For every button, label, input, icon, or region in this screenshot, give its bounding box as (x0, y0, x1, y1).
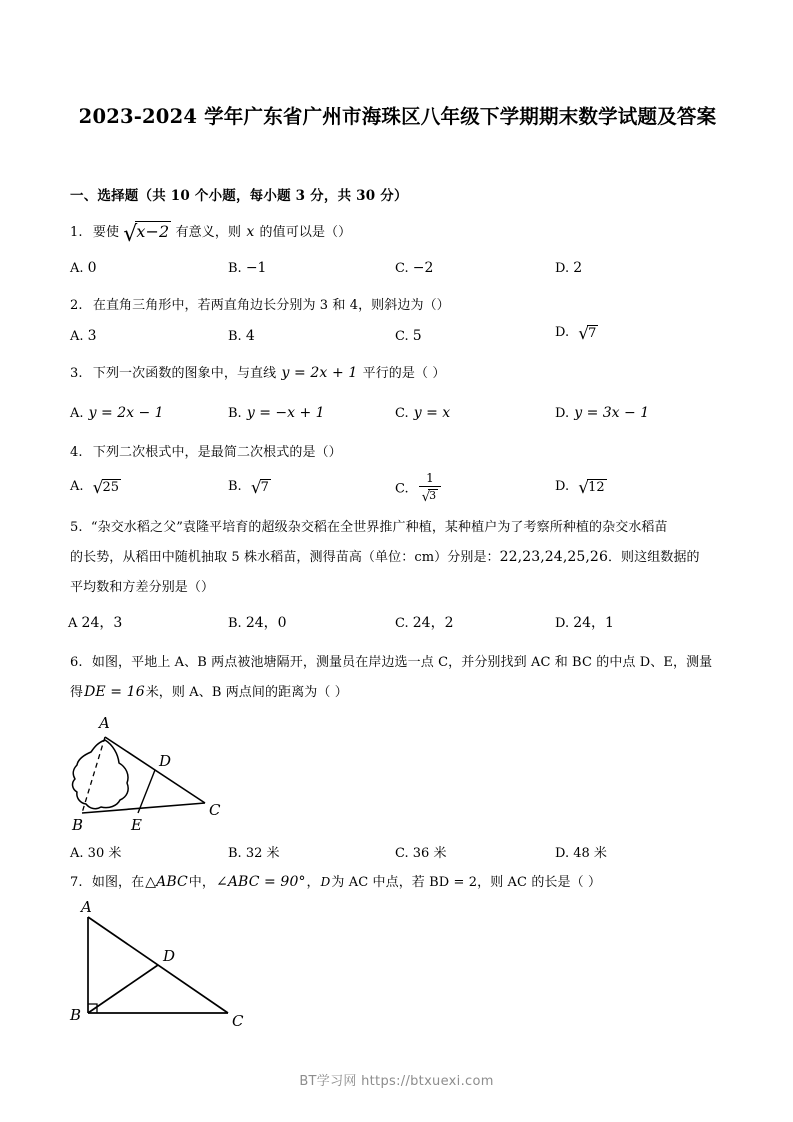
option-text: 24，2 (412, 615, 454, 631)
segment-BD (88, 965, 158, 1013)
question-1-text-after: 的值可以是（） (259, 225, 352, 240)
question-4-number: 4. (70, 445, 83, 460)
question-1-text-mid: 有意义，则 (175, 225, 242, 240)
label-C: C (209, 801, 221, 819)
option-label: B. (228, 479, 242, 494)
question-4-option-c[interactable] (395, 473, 441, 505)
label-A: A (81, 900, 92, 916)
question-6-stem-line2 (70, 683, 730, 702)
option-text: 24，1 (573, 615, 614, 631)
option-text: y = −x + 1 (246, 405, 325, 421)
option-label: C. (395, 261, 409, 276)
fraction-denominator (419, 487, 441, 505)
option-label: A (68, 616, 78, 631)
option-text: 48 米 (573, 846, 607, 861)
label-B: B (72, 816, 84, 832)
label-D: D (159, 752, 172, 770)
question-5-stem-line2 (70, 548, 728, 567)
question-6-option-a[interactable] (70, 842, 121, 861)
question-2-text: 在直角三角形中，若两直角边长分别为 3 和 4，则斜边为（） (92, 298, 450, 313)
question-3-equation: y = 2x + 1 (281, 365, 358, 381)
option-text: 30 米 (87, 846, 122, 861)
label-E: E (131, 816, 142, 832)
fraction-one-over-sqrt3 (419, 472, 441, 504)
page-title: 2023-2024 学年广东省广州市海珠区八年级下学期期末数学试题及答案 (78, 105, 717, 128)
question-1-stem (70, 222, 728, 247)
question-3-option-b[interactable] (228, 405, 326, 421)
option-text: 3 (87, 328, 97, 344)
sqrt-x-minus-2: √x−2 (123, 222, 170, 247)
question-3-text-before: 下列一次函数的图象中，与直线 (92, 366, 277, 381)
option-label: B. (228, 329, 242, 344)
question-2-stem (70, 296, 728, 315)
question-6-number: 6. (70, 655, 83, 670)
question-3-option-d[interactable] (555, 405, 650, 421)
question-2-option-c[interactable] (395, 328, 422, 344)
sqrt-25: √25 (92, 478, 120, 498)
question-7-stem (70, 873, 730, 892)
option-label: C. (395, 481, 409, 497)
radicand: 7 (588, 326, 597, 341)
label-D: D (163, 947, 176, 965)
question-5-option-b[interactable] (228, 612, 287, 632)
question-7-number: 7. (70, 875, 83, 890)
question-1-number: 1. (70, 225, 83, 240)
question-5-text-line1: “杂交水稻之父”袁隆平培育的超级杂交稻在全世界推广种植，某种植户为了考察所种植的杂交水稻苗 (90, 520, 668, 535)
question-7-text-c: ， (306, 875, 320, 890)
option-label: D. (555, 325, 570, 340)
option-label: B. (228, 846, 242, 861)
page-footer: BT学习网 https://btxuexi.com (299, 1074, 494, 1089)
option-label: A. (70, 406, 84, 421)
option-text: y = 2x − 1 (88, 405, 164, 421)
question-6-equation: DE = 16 (84, 684, 145, 700)
option-label: D. (555, 261, 570, 276)
question-3-stem (70, 364, 728, 383)
question-1-variable: x (246, 224, 255, 240)
fraction-numerator: 1 (419, 472, 441, 487)
sqrt-12: √12 (578, 478, 605, 498)
question-7-text-e: 为 AC 中点，若 BD = 2，则 AC 的长是（ ） (331, 875, 602, 890)
question-3-number: 3. (70, 366, 83, 381)
pond-triangle-diagram (68, 712, 248, 832)
question-5-number: 5. (70, 520, 83, 535)
question-7-angle: ∠ABC = 90° (216, 874, 306, 890)
section-heading: 一、选择题（共 10 个小题，每小题 3 分，共 30 分） (70, 188, 408, 204)
unit-cm: cm (414, 550, 435, 565)
question-6-option-b[interactable] (228, 842, 280, 861)
question-5-text-line2a: 的长势，从稻田中随机抽取 5 株水稻苗，测得苗高（单位： (70, 550, 415, 565)
option-label: B. (228, 616, 242, 631)
question-7-text-a: 如图，在 (91, 875, 145, 890)
radicand: x−2 (136, 222, 170, 241)
sqrt-3: √3 (421, 488, 437, 505)
option-label: D. (555, 479, 570, 494)
option-label: A. (70, 261, 84, 276)
option-label: A. (70, 846, 84, 861)
option-text: 24，3 (81, 615, 123, 631)
question-2-option-d[interactable] (555, 324, 598, 344)
option-label: C. (395, 616, 409, 631)
option-text: 2 (573, 260, 583, 276)
radicand: 7 (260, 480, 269, 495)
question-2-number: 2. (70, 298, 83, 313)
question-7-point-d: D (320, 875, 331, 889)
question-6-option-c[interactable] (395, 842, 446, 861)
option-text: y = x (413, 405, 451, 421)
option-text: 32 米 (245, 846, 280, 861)
question-7-triangle: △ABC (145, 874, 188, 890)
question-7-text-b: 中， (188, 875, 215, 890)
question-7-figure (68, 900, 268, 1034)
question-6-stem-line1 (70, 653, 730, 672)
question-2-option-a[interactable] (70, 328, 97, 344)
pond-shape (73, 740, 129, 809)
question-1-text-before: 要使 (92, 225, 120, 240)
question-3-option-c[interactable] (395, 405, 451, 421)
label-A: A (99, 714, 110, 732)
question-5-stem-line3: 平均数和方差分别是（） (70, 580, 215, 595)
question-2-option-b[interactable] (228, 328, 255, 344)
radicand: 12 (588, 480, 605, 495)
question-1-option-d[interactable] (555, 260, 582, 276)
radicand: 3 (429, 488, 437, 502)
question-5-data-values: 22,23,24,25,26 (499, 549, 608, 565)
question-5-stem-line1 (70, 518, 728, 537)
question-6-text-line1: 如图，平地上 A、B 两点被池塘隔开，测量员在岸边选一点 C，并分别找到 AC 和 BC 的中点 D、E，测量 (91, 655, 713, 670)
option-label: A. (70, 479, 84, 494)
question-3-text-after: 平行的是（ ） (362, 366, 446, 381)
question-6-figure (68, 712, 248, 836)
question-6-text-line2b: 米，则 A、B 两点间的距离为（ ） (145, 685, 348, 700)
right-triangle-median-diagram (68, 900, 268, 1030)
question-1-option-a[interactable] (70, 260, 97, 276)
question-4-option-a[interactable] (70, 478, 121, 498)
option-text: 36 米 (412, 846, 447, 861)
option-text: −1 (245, 260, 267, 276)
radicand: 25 (102, 480, 120, 495)
question-1-option-b[interactable] (228, 260, 266, 276)
label-C: C (232, 1012, 244, 1030)
question-3-option-a[interactable] (70, 405, 165, 421)
option-label: D. (555, 846, 570, 861)
option-text: 4 (245, 328, 255, 344)
option-text: 0 (87, 260, 97, 276)
question-5-option-a[interactable] (68, 612, 122, 632)
question-4-text: 下列二次根式中，是最简二次根式的是（） (92, 445, 342, 460)
sqrt-7: √7 (578, 324, 597, 344)
option-text: y = 3x − 1 (574, 405, 650, 421)
question-5-text-line2b: ）分别是： (434, 550, 500, 565)
question-5-option-c[interactable] (395, 612, 454, 632)
question-4-option-d[interactable] (555, 478, 607, 498)
question-1-option-c[interactable] (395, 260, 433, 276)
option-label: D. (555, 616, 570, 631)
option-text: 5 (412, 328, 422, 344)
option-label: B. (228, 406, 242, 421)
label-B: B (70, 1006, 82, 1024)
option-text: 24，0 (245, 615, 287, 631)
option-label: A. (70, 329, 84, 344)
option-label: D. (555, 406, 570, 421)
question-6-option-d[interactable] (555, 842, 607, 861)
option-label: C. (395, 329, 409, 344)
sqrt-7: √7 (250, 478, 269, 498)
question-5-option-d[interactable] (555, 612, 614, 632)
option-label: C. (395, 406, 409, 421)
question-4-stem (70, 443, 728, 462)
option-label: C. (395, 846, 409, 861)
question-4-option-b[interactable] (228, 478, 271, 498)
question-5-text-line2c: ．则这组数据的 (607, 550, 700, 565)
option-text: −2 (412, 260, 434, 276)
option-label: B. (228, 261, 242, 276)
question-6-text-line2a: 得 (70, 685, 84, 700)
